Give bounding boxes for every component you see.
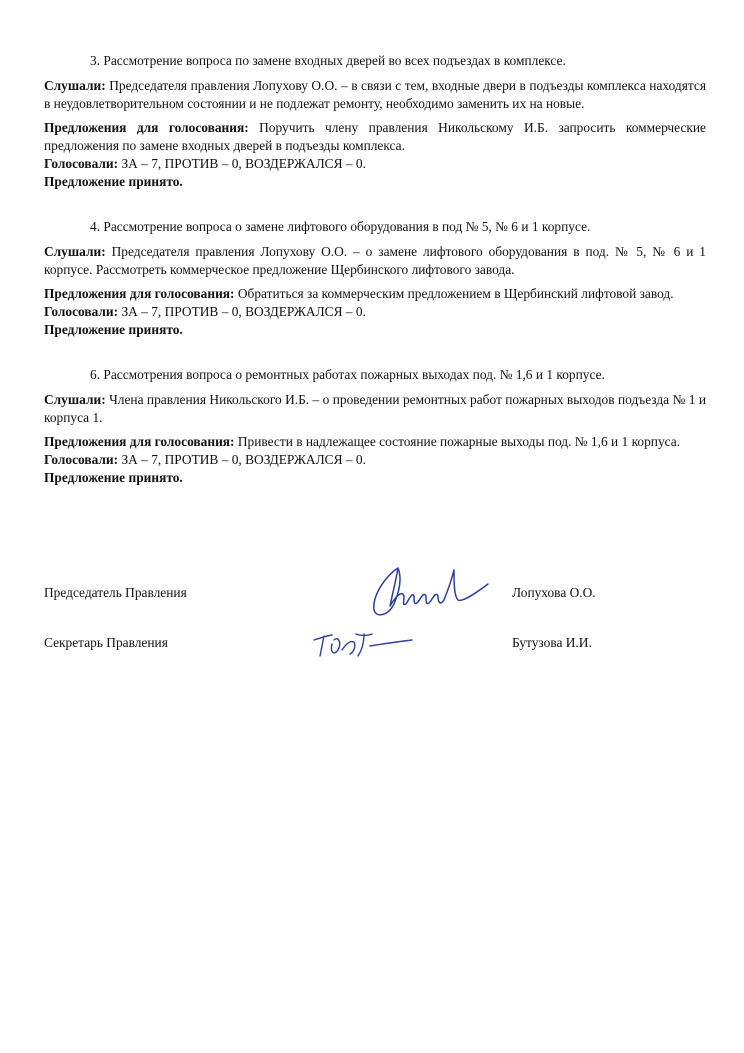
secretary-signature bbox=[310, 622, 420, 662]
voted-text: ЗА – 7, ПРОТИВ – 0, ВОЗДЕРЖАЛСЯ – 0. bbox=[118, 452, 366, 467]
voted-label: Голосовали: bbox=[44, 452, 119, 467]
proposal-label: Предложения для голосования: bbox=[44, 434, 235, 449]
proposal-label: Предложения для голосования: bbox=[44, 286, 235, 301]
proposal-text: Поручить члену правления Никольскому И.Б. запросить коммерческие предложения по замене входных дверей в подъезды комплекса. bbox=[44, 120, 706, 153]
voted-label: Голосовали: bbox=[44, 304, 119, 319]
proposal-text: Привести в надлежащее состояние пожарные выходы под. № 1,6 и 1 корпуса. bbox=[234, 434, 681, 449]
voted-paragraph bbox=[44, 451, 706, 469]
signatory-title: Секретарь Правления bbox=[44, 635, 168, 650]
agenda-item-4 bbox=[44, 218, 706, 339]
proposal-text: Обратиться за коммерческим предложением в Щербинский лифтовой завод. bbox=[234, 286, 674, 301]
proposal-paragraph bbox=[44, 433, 706, 451]
signatory-name: Лопухова О.О. bbox=[512, 585, 596, 600]
heard-paragraph bbox=[44, 391, 706, 427]
spacer bbox=[44, 339, 706, 366]
voted-paragraph bbox=[44, 303, 706, 321]
heard-text: Члена правления Никольского И.Б. – о проведении ремонтных работ пожарных выходов подъезда № 1 и корпуса 1. bbox=[44, 392, 706, 425]
signatory-title: Председатель Правления bbox=[44, 585, 187, 600]
minutes-body bbox=[44, 52, 706, 487]
proposal-paragraph bbox=[44, 119, 706, 155]
result-text: Предложение принято. bbox=[44, 322, 183, 337]
heard-paragraph bbox=[44, 77, 706, 113]
heard-text: Председателя правления Лопухову О.О. – о замене лифтового оборудования в под. № 5, № 6 и 1 корпусе. Рассмотреть коммерческое предложение Щербинского лифтового завода. bbox=[44, 244, 706, 277]
result-text: Предложение принято. bbox=[44, 470, 183, 485]
item-heading: 3. Рассмотрение вопроса по замене входных дверей во всех подъездах в комплексе. bbox=[90, 53, 566, 68]
item-heading: 4. Рассмотрение вопроса о замене лифтового оборудования в под № 5, № 6 и 1 корпусе. bbox=[90, 219, 591, 234]
heard-label: Слушали: bbox=[44, 244, 106, 259]
agenda-item-3 bbox=[44, 52, 706, 191]
voted-text: ЗА – 7, ПРОТИВ – 0, ВОЗДЕРЖАЛСЯ – 0. bbox=[118, 156, 366, 171]
result-text: Предложение принято. bbox=[44, 174, 183, 189]
voted-text: ЗА – 7, ПРОТИВ – 0, ВОЗДЕРЖАЛСЯ – 0. bbox=[118, 304, 366, 319]
agenda-item-6 bbox=[44, 366, 706, 487]
heard-paragraph bbox=[44, 243, 706, 279]
heard-label: Слушали: bbox=[44, 392, 106, 407]
proposal-paragraph bbox=[44, 285, 706, 303]
voted-label: Голосовали: bbox=[44, 156, 119, 171]
spacer bbox=[44, 191, 706, 218]
item-heading: 6. Рассмотрения вопроса о ремонтных работах пожарных выходах под. № 1,6 и 1 корпусе. bbox=[90, 367, 605, 382]
proposal-label: Предложения для голосования: bbox=[44, 120, 249, 135]
chairman-signature bbox=[362, 560, 502, 622]
voted-paragraph bbox=[44, 155, 706, 173]
heard-label: Слушали: bbox=[44, 78, 106, 93]
signatory-name: Бутузова И.И. bbox=[512, 635, 592, 650]
heard-text: Председателя правления Лопухову О.О. – в связи с тем, входные двери в подъезды комплекса находятся в неудовлетворительном состоянии и не подлежат ремонту, необходимо заменить их на новые. bbox=[44, 78, 706, 111]
